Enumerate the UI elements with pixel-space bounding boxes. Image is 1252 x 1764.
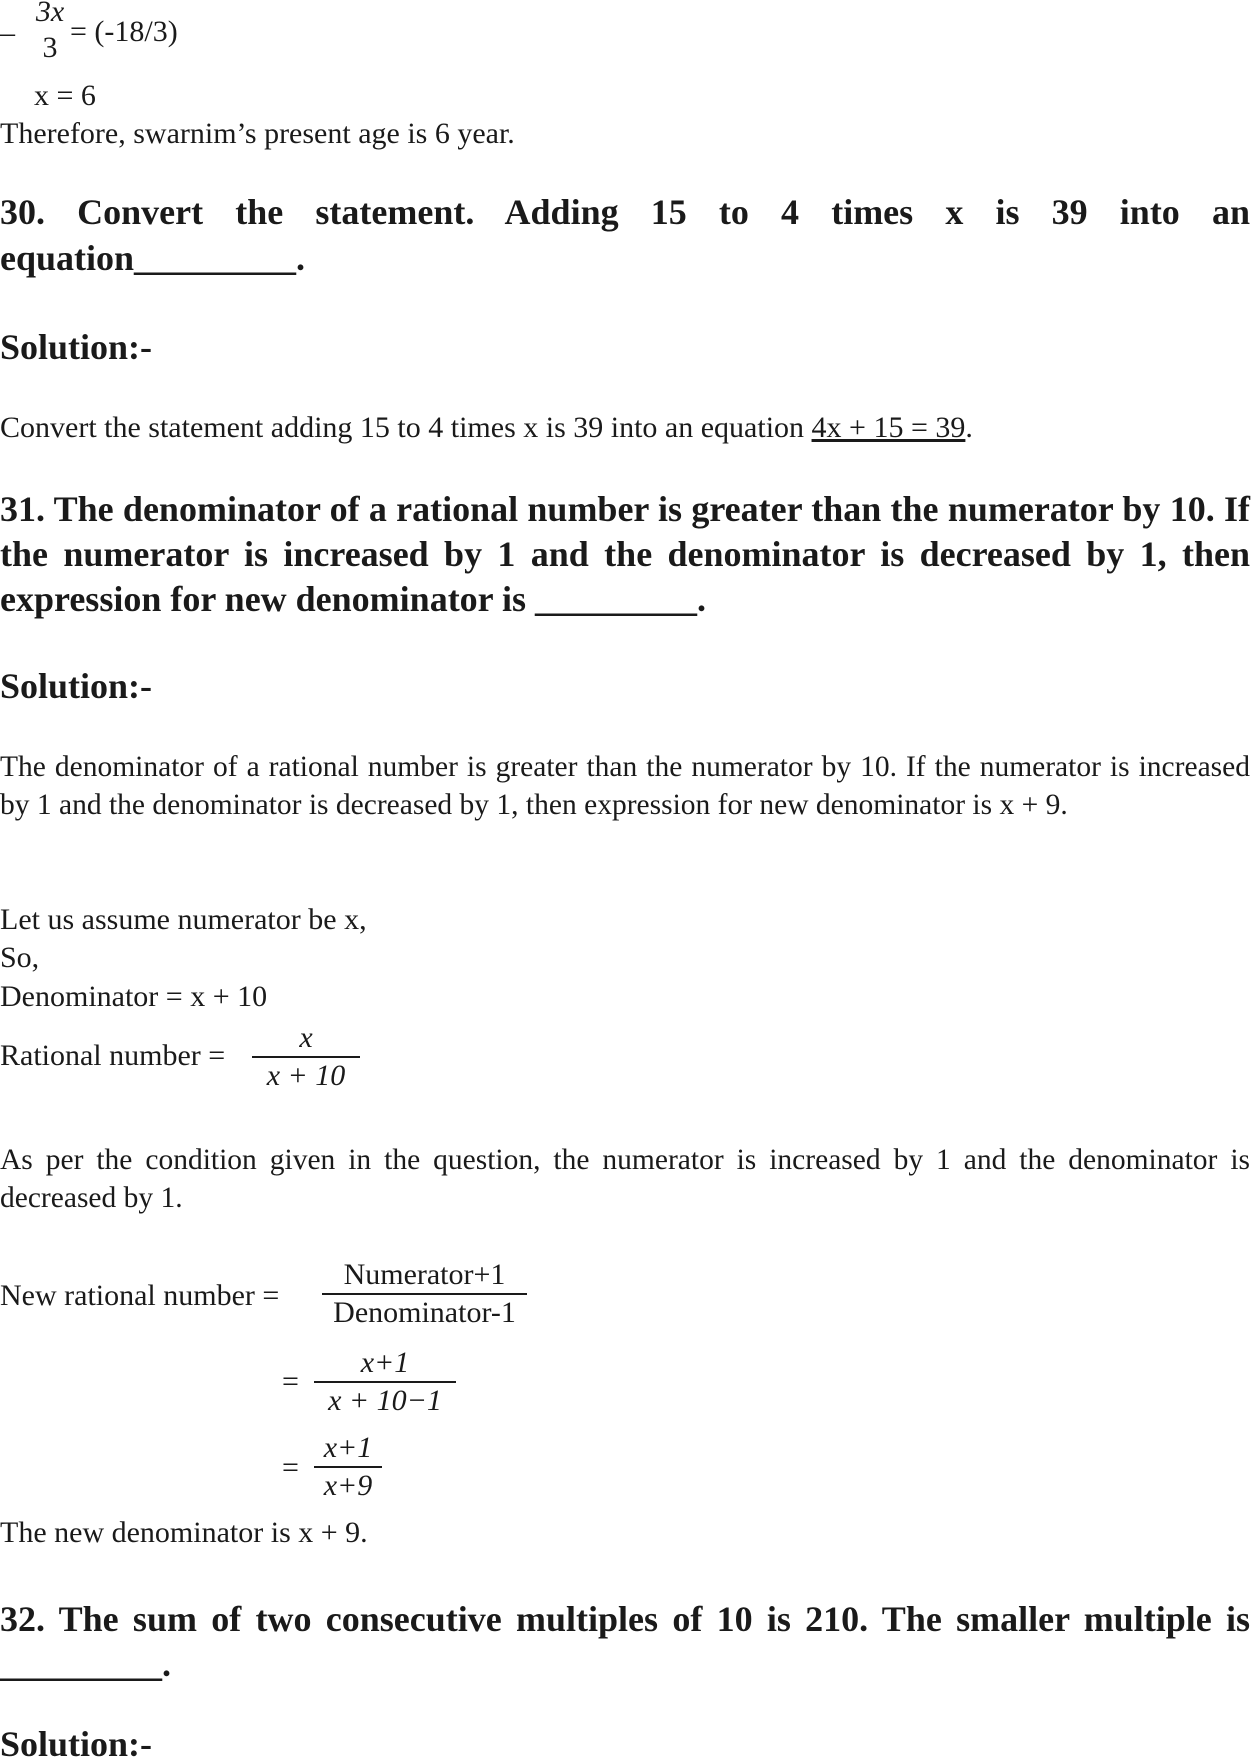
new-rational-label: New rational number = (0, 1279, 280, 1312)
conclusion-text: Therefore, swarnim’s present age is 6 year. (0, 117, 515, 150)
so-line: So, (0, 941, 40, 974)
equals-sign-2: = (282, 1451, 299, 1484)
new-numerator: Numerator+1 (343, 1258, 506, 1291)
answer-30-equation: 4x + 15 = 39 (811, 411, 966, 444)
condition-paragraph: As per the condition given in the question, the numerator is increased by 1 and the denominator is decreased by 1. (0, 1144, 1250, 1214)
rational-number-label: Rational number = (0, 1039, 226, 1072)
denominator-line: Denominator = x + 10 (0, 980, 268, 1013)
rhs-value: = (-18/3) (70, 15, 178, 48)
answer-30 (0, 410, 973, 446)
question-30-heading-line2: equation_________. (0, 238, 306, 278)
answer-30-period: . (965, 411, 973, 444)
solution-label-31: Solution:- (0, 666, 153, 706)
answer-30-text: Convert the statement adding 15 to 4 times x is 39 into an equation (0, 411, 805, 444)
step1-fraction (314, 1345, 456, 1419)
solution-label-32: Solution:- (0, 1724, 153, 1764)
final-answer-line: The new denominator is x + 9. (0, 1516, 368, 1549)
x-equals-6: x = 6 (34, 79, 96, 112)
solution-label-30: Solution:- (0, 327, 153, 367)
rational-number-fraction (252, 1020, 360, 1094)
step1-numerator: x+1 (360, 1346, 410, 1379)
step2-denominator: x+9 (323, 1469, 373, 1502)
minus-sign: – (0, 16, 15, 49)
rational-denominator: x + 10 (266, 1059, 346, 1092)
fraction-numerator: 3x (35, 0, 65, 28)
step2-fraction (314, 1430, 382, 1504)
assume-line: Let us assume numerator be x, (0, 903, 367, 936)
question-30-heading-line1: 30. Convert the statement. Adding 15 to 4 times x is 39 into an (0, 192, 1250, 232)
question-31-heading: 31. The denominator of a rational number is greater than the numerator by 10. If the numerator is increased by 1 and the denominator is decreased by 1, then expression for new denominator is _________. (0, 489, 1250, 619)
new-denominator: Denominator-1 (333, 1296, 516, 1329)
solution-31-paragraph: The denominator of a rational number is greater than the numerator by 10. If the numerator is increased by 1 and the denominator is decreased by 1, then expression for new denominator is x + 9. (0, 751, 1250, 821)
question-32-heading: 32. The sum of two consecutive multiples of 10 is 210. The smaller multiple is _________. (0, 1599, 1250, 1684)
step2-numerator: x+1 (323, 1431, 373, 1464)
equals-sign-1: = (282, 1365, 299, 1398)
step1-denominator: x + 10−1 (328, 1384, 442, 1417)
fraction-denominator: 3 (42, 31, 58, 64)
new-rational-fraction (322, 1257, 527, 1331)
fraction-3x-over-3 (28, 0, 72, 66)
rational-numerator: x (299, 1021, 313, 1054)
